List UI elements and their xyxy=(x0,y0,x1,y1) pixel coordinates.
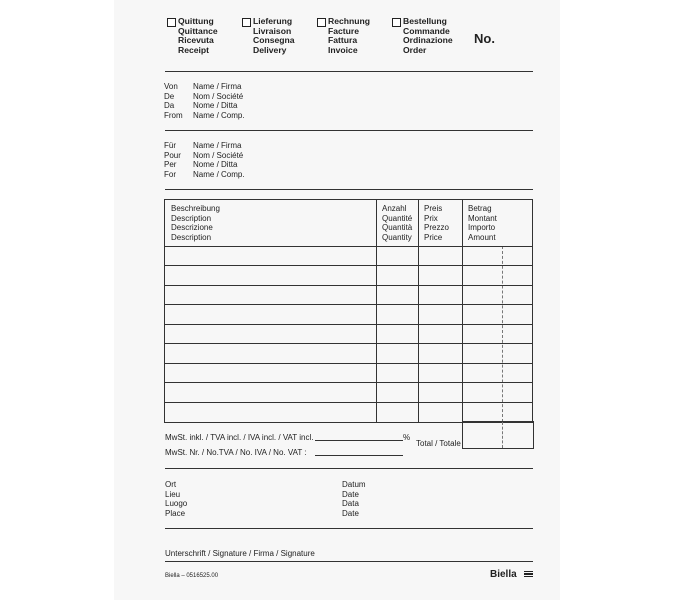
header-text: Betrag xyxy=(468,204,492,213)
to-block[interactable] xyxy=(164,141,245,179)
from-row xyxy=(164,111,245,121)
header-text: Quantity xyxy=(382,232,412,242)
from-key: Da xyxy=(164,101,175,111)
signature-label: Unterschrift / Signature / Firma / Signature xyxy=(165,549,315,558)
brand-logo: Biella xyxy=(490,569,517,580)
doctype-label: Fattura xyxy=(328,35,358,46)
header-text: Description xyxy=(171,232,212,242)
to-key: Für xyxy=(164,141,176,150)
divider xyxy=(165,189,533,190)
vat-percent: % xyxy=(403,433,411,442)
doctype-label: Bestellung xyxy=(403,16,447,26)
doctype-label: Livraison xyxy=(253,25,292,36)
row-line xyxy=(165,343,532,344)
header-text: Price xyxy=(424,232,443,242)
from-key: De xyxy=(164,91,175,101)
from-field: Nome / Ditta xyxy=(193,101,238,111)
doctype-label: Receipt xyxy=(178,44,210,55)
from-block[interactable] xyxy=(164,82,245,120)
footer-code: Biella – 0516525.00 xyxy=(165,573,219,579)
to-field: Nome / Ditta xyxy=(193,160,238,170)
to-row xyxy=(164,141,245,151)
items-table[interactable] xyxy=(164,199,533,423)
date-block[interactable] xyxy=(342,480,366,518)
header-amount xyxy=(468,204,497,242)
total-field[interactable] xyxy=(462,421,534,449)
place-label: Luogo xyxy=(165,499,188,509)
header-text: Descrizione xyxy=(171,223,213,233)
header-description xyxy=(171,204,220,242)
divider xyxy=(165,468,533,469)
row-line xyxy=(165,246,532,247)
from-row xyxy=(164,92,245,102)
row-line xyxy=(165,285,532,286)
doctype-label: Consegna xyxy=(253,35,295,46)
header-quantity xyxy=(382,204,412,242)
row-line xyxy=(165,304,532,305)
vat-number-field[interactable] xyxy=(315,455,403,456)
doctype-label: Commande xyxy=(403,25,450,36)
receipt-checkbox[interactable] xyxy=(167,18,176,27)
from-field: Name / Comp. xyxy=(193,110,245,120)
to-field: Nom / Société xyxy=(193,150,244,160)
header-text: Quantità xyxy=(382,223,413,233)
header-text: Description xyxy=(171,213,212,223)
from-row xyxy=(164,101,245,111)
cents-divider xyxy=(502,246,503,422)
doctype-invoice[interactable] xyxy=(328,17,370,55)
doctype-label: Ricevuta xyxy=(178,35,214,46)
row-line xyxy=(165,265,532,266)
divider xyxy=(165,528,533,529)
to-row xyxy=(164,151,245,161)
doctype-label: Lieferung xyxy=(253,16,293,26)
header-price xyxy=(424,204,449,242)
to-key: Pour xyxy=(164,150,181,160)
to-row xyxy=(164,170,245,180)
to-field: Name / Firma xyxy=(193,141,242,150)
brand-mark-icon xyxy=(524,571,533,579)
header-text: Montant xyxy=(468,213,497,223)
doctype-label: Delivery xyxy=(253,44,287,55)
header-text: Beschreibung xyxy=(171,204,220,213)
to-field: Name / Comp. xyxy=(193,169,245,179)
header-text: Prix xyxy=(424,213,438,223)
header-text: Quantité xyxy=(382,213,413,223)
divider xyxy=(165,71,533,72)
row-line xyxy=(165,402,532,403)
doctype-label: Ordinazione xyxy=(403,35,453,46)
to-key: For xyxy=(164,169,176,179)
date-label: Datum xyxy=(342,480,366,489)
vat-included-label: MwSt. inkl. / TVA incl. / IVA incl. / VAT incl. xyxy=(165,433,314,442)
place-label: Ort xyxy=(165,480,177,489)
header-text: Preis xyxy=(424,204,443,213)
row-line xyxy=(165,363,532,364)
doctype-label: Facture xyxy=(328,25,360,36)
date-label: Data xyxy=(342,499,359,509)
to-row xyxy=(164,160,245,170)
cents-divider xyxy=(502,422,503,448)
from-key: From xyxy=(164,110,183,120)
column-divider xyxy=(462,200,463,422)
place-label: Place xyxy=(165,508,186,518)
invoice-checkbox[interactable] xyxy=(317,18,326,27)
row-line xyxy=(165,382,532,383)
signature-line[interactable] xyxy=(165,561,533,562)
doctype-label: Rechnung xyxy=(328,16,371,26)
header-text: Importo xyxy=(468,223,496,233)
doctype-receipt[interactable] xyxy=(178,17,218,55)
place-label: Lieu xyxy=(165,489,181,499)
doctype-label: Invoice xyxy=(328,44,358,55)
column-divider xyxy=(376,200,377,422)
header-text: Prezzo xyxy=(424,223,449,233)
total-label: Total / Totale xyxy=(416,439,461,448)
column-divider xyxy=(418,200,419,422)
from-field: Name / Firma xyxy=(193,82,242,91)
delivery-checkbox[interactable] xyxy=(242,18,251,27)
place-block[interactable] xyxy=(165,480,187,518)
vat-number-label: MwSt. Nr. / No.TVA / No. IVA / No. VAT : xyxy=(165,448,307,457)
form-sheet xyxy=(114,0,560,600)
number-label: No. xyxy=(474,31,495,46)
doctype-label: Quittung xyxy=(178,16,214,26)
header-text: Anzahl xyxy=(382,204,407,213)
to-key: Per xyxy=(164,160,177,170)
header-text: Amount xyxy=(468,232,496,242)
order-checkbox[interactable] xyxy=(392,18,401,27)
from-field: Nom / Société xyxy=(193,91,244,101)
from-row xyxy=(164,82,245,92)
vat-rate-field[interactable] xyxy=(315,440,403,441)
doctype-label: Order xyxy=(403,44,427,55)
doctype-delivery[interactable] xyxy=(253,17,295,55)
doctype-label: Quittance xyxy=(178,25,218,36)
date-label: Date xyxy=(342,489,359,499)
from-key: Von xyxy=(164,82,178,91)
divider xyxy=(165,130,533,131)
doctype-order[interactable] xyxy=(403,17,453,55)
date-label: Date xyxy=(342,508,359,518)
row-line xyxy=(165,324,532,325)
